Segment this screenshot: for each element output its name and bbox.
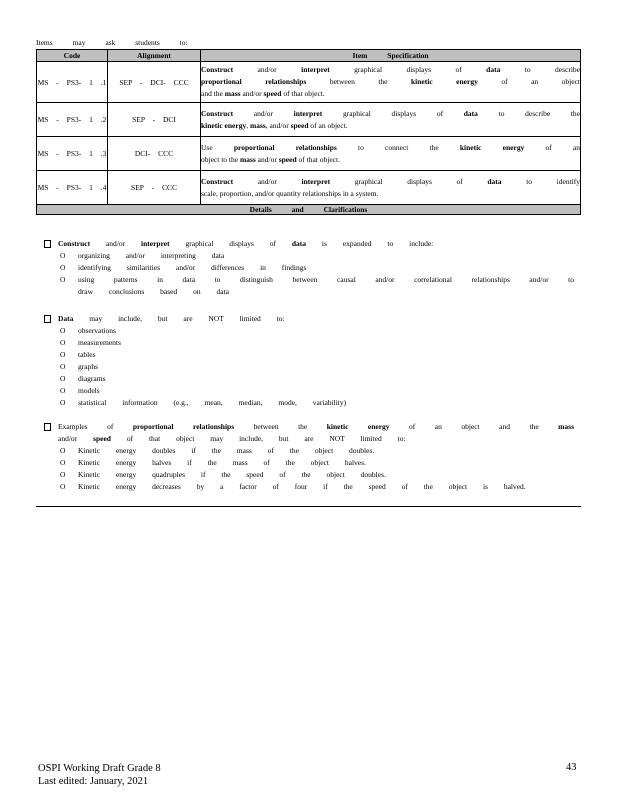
circle-bullet-icon: O [60, 470, 66, 479]
list-item: O using patterns in data to distinguish between causal and/or correlational relationships and/or to draw conclusions based on data [60, 275, 574, 296]
circle-bullet-icon: O [60, 386, 66, 395]
text-line: and the mass and/or speed of that object. [201, 89, 325, 98]
row-specification [201, 62, 581, 103]
list-item: O graphs [60, 362, 98, 371]
circle-bullet-icon: O [60, 446, 66, 455]
section-divider [36, 506, 581, 507]
row-code: MS - PS3- 1 .1 [37, 62, 108, 103]
bullet-item [44, 421, 574, 433]
list-item: O Kinetic energy halves if the mass of the object halves. [60, 458, 366, 467]
row-alignment: SEP - DCI [108, 103, 201, 137]
list-item: O tables [60, 350, 96, 359]
circle-bullet-icon: O [60, 251, 66, 260]
text-line: proportional relationships between the kinetic energy of an object [201, 77, 580, 86]
text-line: Construct and/or interpret graphical displays of data to describe [201, 65, 580, 74]
bullet-text [58, 313, 574, 325]
bullet-item [44, 313, 574, 325]
list-item: O models [60, 386, 100, 395]
list-item: O identifying similarities and/or differences in findings [60, 263, 307, 272]
checkbox-bullet-icon [44, 240, 51, 248]
circle-bullet-icon: O [60, 458, 66, 467]
footer-left [38, 762, 161, 788]
code-header: Code [37, 50, 108, 62]
list-item: O Kinetic energy quadruples if the speed of the object doubles. [60, 470, 386, 479]
text-line: Data may include, but are NOT limited to: [58, 314, 285, 323]
row-alignment: SEP - DCI- CCC [108, 62, 201, 103]
page-number: 43 [566, 762, 577, 773]
footer-draft-label: OSPI Working Draft Grade 8 [38, 763, 161, 774]
text-line: scale, proportion, and/or quantity relationships in a system. [201, 188, 379, 198]
list-item: O observations [60, 326, 116, 335]
bullet-item [44, 238, 574, 250]
list-item: O measurements [60, 338, 121, 347]
row-code: MS - PS3- 1 .2 [37, 103, 108, 137]
row-specification [201, 103, 581, 137]
table-row [37, 62, 581, 103]
intro-text: Items may ask students to: [36, 38, 188, 47]
footer-edited-date: Last edited: January, 2021 [38, 776, 149, 787]
details-section-data [44, 313, 574, 409]
text-line: Use proportional relationships to connect the kinetic energy of an [201, 142, 581, 152]
bullet-text: Examples of proportional relationships between the kinetic energy of an object and the mass [58, 422, 574, 431]
circle-bullet-icon: O [60, 374, 66, 383]
text-line: object to the mass and/or speed of that object. [201, 154, 340, 164]
row-code: MS - PS3- 1 .3 [37, 137, 108, 171]
bullet-text-continued: and/or speed of that object may include, but are NOT limited to: [58, 434, 406, 443]
checkbox-bullet-icon [44, 315, 51, 323]
list-item: O organizing and/or interpreting data [60, 251, 225, 260]
row-alignment: DCI- CCC [108, 137, 201, 171]
item-specification-table [36, 49, 581, 215]
row-alignment: SEP - CCC [108, 171, 201, 205]
alignment-header: Alignment [108, 50, 201, 62]
details-section-construct [44, 238, 574, 298]
list-item: O statistical information (e.g., mean, median, mode, variability) [60, 398, 347, 407]
text-line: Construct and/or interpret graphical displays of data is expanded to include: [58, 239, 434, 248]
text-line: Construct and/or interpret graphical displays of data to describe the [201, 108, 580, 118]
circle-bullet-icon: O [60, 362, 66, 371]
table-row [37, 137, 581, 171]
bullet-text [58, 238, 574, 250]
list-item: O diagrams [60, 374, 106, 383]
details-section-examples [44, 421, 574, 493]
row-specification [201, 137, 581, 171]
row-code: MS - PS3- 1 .4 [37, 171, 108, 205]
circle-bullet-icon: O [60, 398, 66, 407]
list-item: O Kinetic energy doubles if the mass of the object doubles. [60, 446, 375, 455]
item-specification-header: Item Specification [201, 50, 581, 62]
circle-bullet-icon: O [60, 350, 66, 359]
circle-bullet-icon: O [60, 275, 66, 284]
circle-bullet-icon: O [60, 482, 66, 491]
circle-bullet-icon: O [60, 338, 66, 347]
list-item: O Kinetic energy decreases by a factor of four if the speed of the object is halved. [60, 482, 526, 491]
circle-bullet-icon: O [60, 263, 66, 272]
checkbox-bullet-icon [44, 423, 51, 431]
details-header: Details and Clarifications [37, 205, 581, 215]
circle-bullet-icon: O [60, 326, 66, 335]
text-line: kinetic energy, mass, and/or speed of an object. [201, 120, 348, 130]
text-line: Construct and/or interpret graphical displays of data to identify [201, 176, 580, 186]
table-row [37, 171, 581, 205]
row-specification [201, 171, 581, 205]
table-row [37, 103, 581, 137]
